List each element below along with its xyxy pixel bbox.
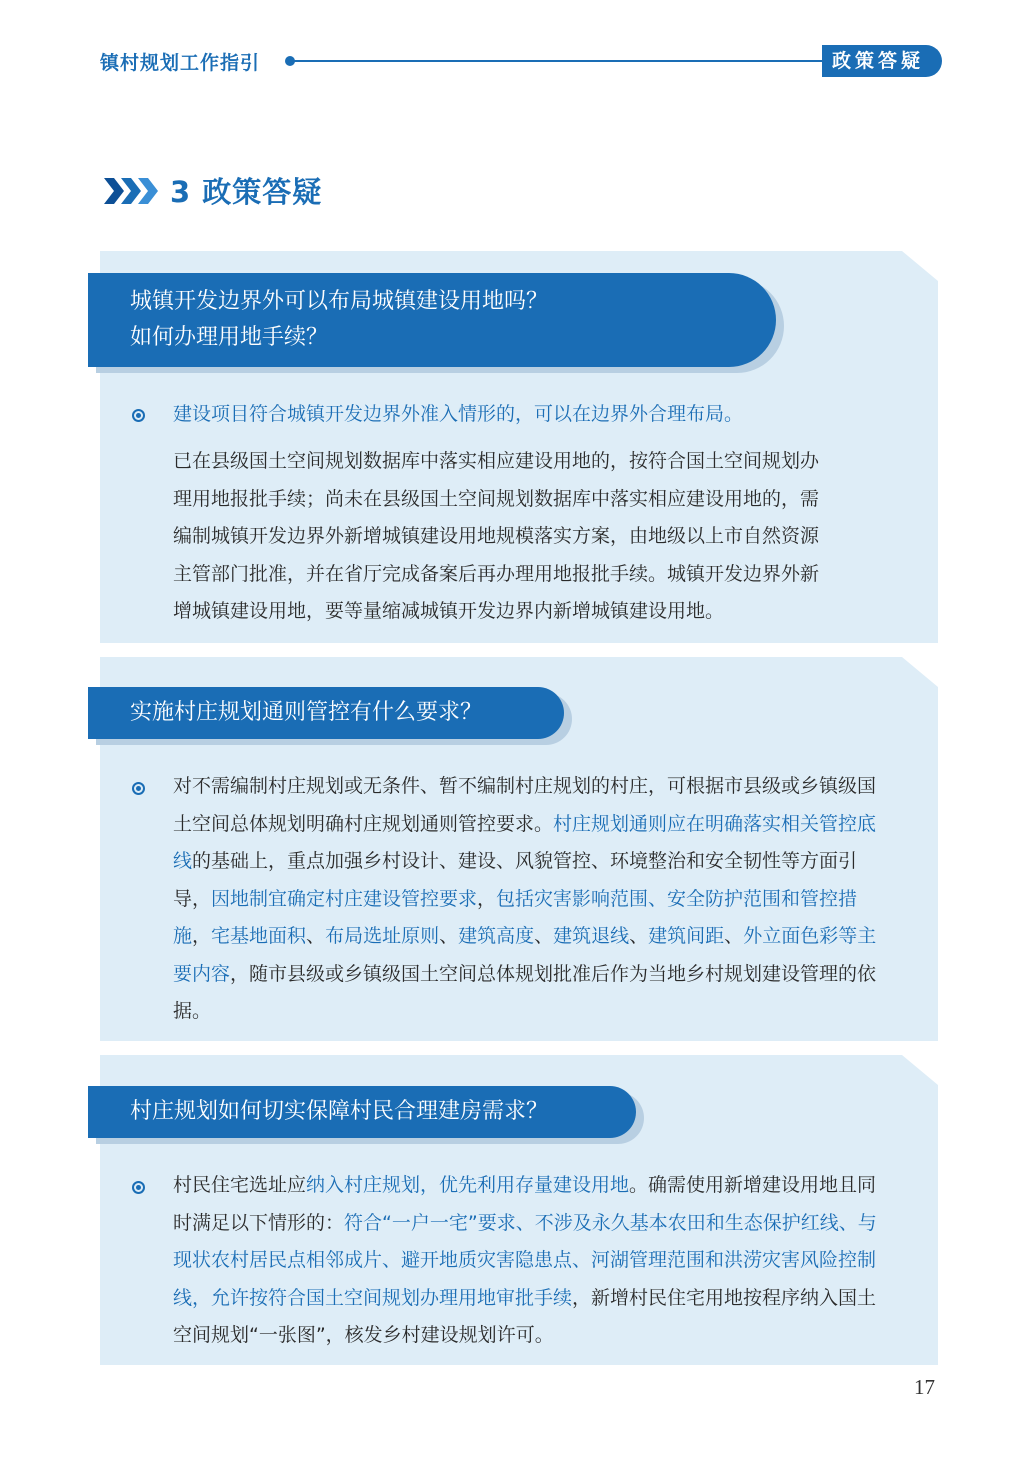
page-number: 17: [914, 1375, 935, 1399]
answer-text: 、: [439, 925, 459, 947]
highlighted-text: 宅基地面积: [211, 925, 307, 947]
question-banner-1: [88, 273, 776, 367]
highlighted-text: 纳入村庄规划，优先利用存量建设用地: [306, 1174, 630, 1196]
highlighted-text: 建筑高度: [458, 925, 535, 947]
answer-text: 、: [629, 925, 649, 947]
question-line: 如何办理用地手续？: [130, 325, 329, 350]
section-title: 3 政策答疑: [170, 175, 323, 209]
question-line: 实施村庄规划通则管控有什么要求？: [130, 700, 483, 725]
highlighted-text: 符合“一户一宅”要求、不涉及永久基本农田和生态保护红线、与现状农村居民点相邻成片、避开地质灾害隐患点、河湖管理范围和洪涝灾害风险控制线，允许按符合国土空间规划办理用地审批手续: [173, 1211, 877, 1309]
highlighted-text: 布局选址原则: [325, 925, 440, 947]
answer-text: 对不需编制村庄规划或无条件、暂不编制村庄规划的村庄，可根据市县级或乡镇级国土空间总体规划明确村庄规划通则管控要求。: [173, 775, 877, 835]
answer-body-3: [173, 1167, 885, 1355]
answer-text: 、: [306, 925, 326, 947]
answer-text: 、: [534, 925, 554, 947]
answer-line: 编制城镇开发边界外新增城镇建设用地规模落实方案，由地级以上市自然资源: [173, 525, 820, 547]
answer-text: ，: [477, 887, 497, 910]
bullet-circle-icon: [132, 782, 145, 795]
answer-text: ，: [192, 925, 212, 947]
answer-line: 增城镇建设用地，要等量缩减城镇开发边界内新增城镇建设用地。: [173, 600, 725, 622]
answer-line: 理用地报批手续；尚未在县级国土空间规划数据库中落实相应建设用地的，需: [173, 487, 820, 510]
highlighted-text: 外立面色彩等主要内容: [173, 925, 877, 985]
bullet-circle-icon: [132, 409, 145, 422]
highlighted-text: 村庄规划通则应在明确落实相关管控底线: [173, 812, 877, 872]
answer-lead: 建设项目符合城镇开发边界外准入情形的，可以在边界外合理布局。: [173, 403, 744, 425]
answer-text: ，新增村民住宅用地按程序纳入国土空间规划“一张图”，核发乡村建设规划许可。: [173, 1286, 877, 1346]
question-banner-3: [88, 1086, 636, 1138]
highlighted-text: 包括灾害影响范围、安全防护范围和管控措施: [173, 887, 858, 947]
answer-line: 主管部门批准，并在省厅完成备案后再办理用地报批手续。城镇开发边界外新: [173, 562, 820, 585]
answer-text: 村民住宅选址应: [173, 1174, 307, 1196]
answer-body-1: [173, 443, 885, 631]
answer-text: ，随市县级或乡镇级国土空间总体规划批准后作为当地乡村规划建设管理的依据。: [173, 962, 877, 1022]
answer-text: 的基础上，重点加强乡村设计、建设、风貌管控、环境整治和安全韧性等方面引导，: [173, 850, 858, 910]
answer-line: 已在县级国土空间规划数据库中落实相应建设用地的，按符合国土空间规划办: [173, 450, 820, 472]
answer-text: 、: [724, 925, 744, 947]
question-line: 村庄规划如何切实保障村民合理建房需求？: [130, 1099, 549, 1124]
section-heading: [104, 170, 322, 211]
question-line: 城镇开发边界外可以布局城镇建设用地吗？: [130, 289, 549, 314]
header-rule-line: [294, 60, 834, 62]
triple-chevron-right-icon: [104, 176, 160, 206]
chapter-badge: 政策答疑: [822, 45, 942, 77]
highlighted-text: 因地制宜确定村庄建设管控要求: [211, 887, 478, 910]
question-banner-2: [88, 687, 564, 739]
highlighted-text: 建筑间距: [648, 925, 725, 947]
highlighted-text: 建筑退线: [553, 925, 630, 947]
bullet-circle-icon: [132, 1181, 145, 1194]
document-series-title: 镇村规划工作指引: [100, 52, 261, 74]
answer-text: 。确需使用新增建设用地且同时满足以下情形的：: [173, 1174, 877, 1234]
answer-body-2: [173, 768, 885, 1031]
